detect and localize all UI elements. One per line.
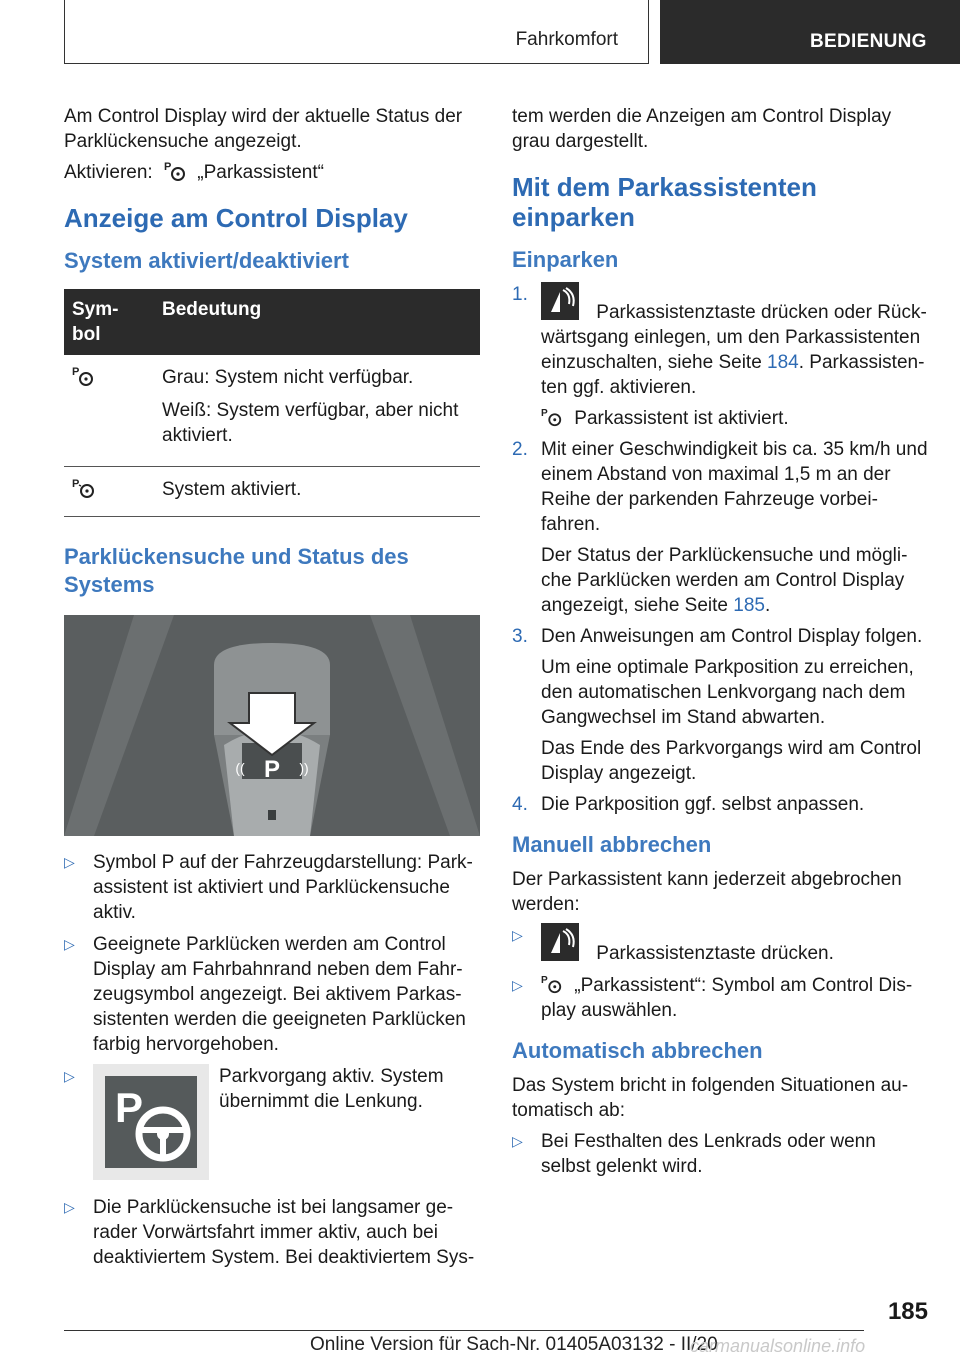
auto-text: Das System bricht in folgenden Situationen au-tomatisch ab: xyxy=(512,1075,909,1121)
header-section-box xyxy=(64,0,649,64)
parking-active-icon xyxy=(93,1064,209,1180)
svg-text:P: P xyxy=(72,366,80,378)
svg-text:P: P xyxy=(263,756,281,783)
svg-text:P: P xyxy=(541,408,548,420)
table-cell-active: System aktiviert. xyxy=(154,467,480,517)
status-table xyxy=(64,289,480,517)
heading-search-status: Parklückensuche und Status des Systems xyxy=(64,544,409,597)
svg-text:P: P xyxy=(115,1084,144,1131)
list-item: ▷ Parkassistenztaste drücken. xyxy=(512,923,928,966)
svg-text:P: P xyxy=(163,161,172,173)
right-column xyxy=(512,104,928,1186)
activate-line xyxy=(64,160,480,185)
park-assistant-active-icon xyxy=(541,406,563,428)
svg-text:((: (( xyxy=(235,760,245,776)
manual-bullet-list xyxy=(512,923,928,1023)
search-bullet-list xyxy=(64,850,480,1270)
park-assist-button-icon xyxy=(541,282,579,320)
bullet-marker: ▷ xyxy=(64,1199,75,1215)
heading-system-status: System aktiviert/deaktiviert xyxy=(64,248,349,273)
page-ref-link[interactable]: 185 xyxy=(733,595,765,616)
table-row xyxy=(64,467,480,517)
park-assistant-gray-icon xyxy=(72,365,94,387)
heading-manual-cancel: Manuell abbrechen xyxy=(512,832,712,857)
bullet-marker: ▷ xyxy=(64,1068,75,1084)
park-assistant-active-icon xyxy=(72,477,96,499)
park-assistant-icon xyxy=(164,160,186,182)
page-ref-link[interactable]: 184 xyxy=(767,352,799,373)
table-cell-gray: Grau: System nicht verfügbar. xyxy=(162,367,414,388)
bullet-marker: ▷ xyxy=(64,854,75,870)
table-header-meaning: Bedeutung xyxy=(154,289,480,355)
table-row xyxy=(64,355,480,467)
activate-label: Aktivieren: xyxy=(64,162,153,183)
bullet-marker: ▷ xyxy=(64,936,75,952)
header-chapter-box xyxy=(660,0,960,64)
footer-divider xyxy=(64,1330,864,1331)
list-item: ▷ Symbol P auf der Fahrzeugdarstellung: Park-assistent ist aktiviert und Parklückensuche aktiv. xyxy=(64,852,473,923)
bullet-marker: ▷ xyxy=(512,1133,523,1149)
list-item: 4. Die Parkposition ggf. selbst anpassen. xyxy=(512,794,865,815)
svg-text:)): )) xyxy=(299,760,309,776)
auto-bullet-list xyxy=(512,1129,928,1179)
activate-value: „Parkassistent“ xyxy=(197,162,324,183)
steps-list xyxy=(512,282,928,817)
header-chapter-title: BEDIENUNG xyxy=(810,31,927,52)
list-item: 3. Den Anweisungen am Control Display folgen. Um eine optimale Parkposition zu erreichen, den automatischen Lenkvorgang nach dem Gangwechsel im Stand abwarten. Das Ende des Parkvorgangs wird am Control Display angezeigt. xyxy=(512,626,923,784)
list-item: ▷ Geeignete Parklücken werden am Control Display am Fahrbahnrand neben dem Fahr-zeugsymbol angezeigt. Bei aktivem Parkas-sistenten werden die geeigneten Parklücken farbig hervorgehoben. xyxy=(64,934,466,1055)
park-assist-button-icon xyxy=(541,923,579,961)
list-item: ▷ Die Parklückensuche ist bei langsamer ge-rader Vorwärtsfahrt immer aktiv, auch bei deaktiviertem System. Bei deaktiviertem Sys- xyxy=(64,1197,475,1268)
list-item: ▷ Bei Festhalten des Lenkrads oder wenn selbst gelenkt wird. xyxy=(512,1131,876,1177)
list-item: ▷ P „Parkassistent“: Symbol am Control Dis-play auswählen. xyxy=(512,975,913,1021)
bullet-marker: ▷ xyxy=(512,927,523,943)
heading-auto-cancel: Automatisch abbrechen xyxy=(512,1038,763,1063)
heading-park-with-assistant: Mit dem Parkassistenten einparken xyxy=(512,172,817,232)
list-item: ▷ P Parkvorgang aktiv. System übernimmt die Lenkung. xyxy=(64,1064,480,1188)
list-item: 2. Mit einer Geschwindigkeit bis ca. 35 km/h und einem Abstand von maximal 1,5 m an der Reihe der parkenden Fahrzeuge vorbei-fahren. Der Status der Parklückensuche und mögli-che Parklücken werden am Control Display angezeigt, siehe Seite 185. xyxy=(512,439,928,616)
intro-text: Am Control Display wird der aktuelle Status der Parklückensuche angezeigt. xyxy=(64,106,463,152)
table-cell-white: Weiß: System verfügbar, aber nicht aktiviert. xyxy=(162,400,459,446)
list-item: 1. Parkassistenztaste drücken oder Rück-wärtsgang einlegen, um den Parkassistenten einzuschalten, siehe Seite 184. Parkassisten-ten ggf. aktivieren. P Parkassistent ist aktiviert. xyxy=(512,284,927,429)
manual-text: Der Parkassistent kann jederzeit abgebrochen werden: xyxy=(512,869,902,915)
park-assistant-active-icon xyxy=(541,973,563,995)
watermark: carmanualsonline.info xyxy=(690,1336,866,1356)
page-number: 185 xyxy=(887,1298,928,1325)
footer-online-version: Online Version für Sach-Nr. 01405A03132 - II/20 xyxy=(310,1334,718,1355)
heading-control-display: Anzeige am Control Display xyxy=(64,203,408,233)
table-header-row xyxy=(64,289,480,355)
svg-text:P: P xyxy=(72,478,80,490)
bullet-marker: ▷ xyxy=(512,977,523,993)
svg-text:P: P xyxy=(541,975,548,987)
heading-einparken: Einparken xyxy=(512,247,619,272)
left-column xyxy=(64,104,480,1277)
table-header-symbol: Sym-bol xyxy=(64,289,154,355)
header-section-title: Fahrkomfort xyxy=(515,29,618,50)
parking-scene-illustration xyxy=(64,615,480,836)
continued-text: tem werden die Anzeigen am Control Display grau dargestellt. xyxy=(512,106,892,152)
